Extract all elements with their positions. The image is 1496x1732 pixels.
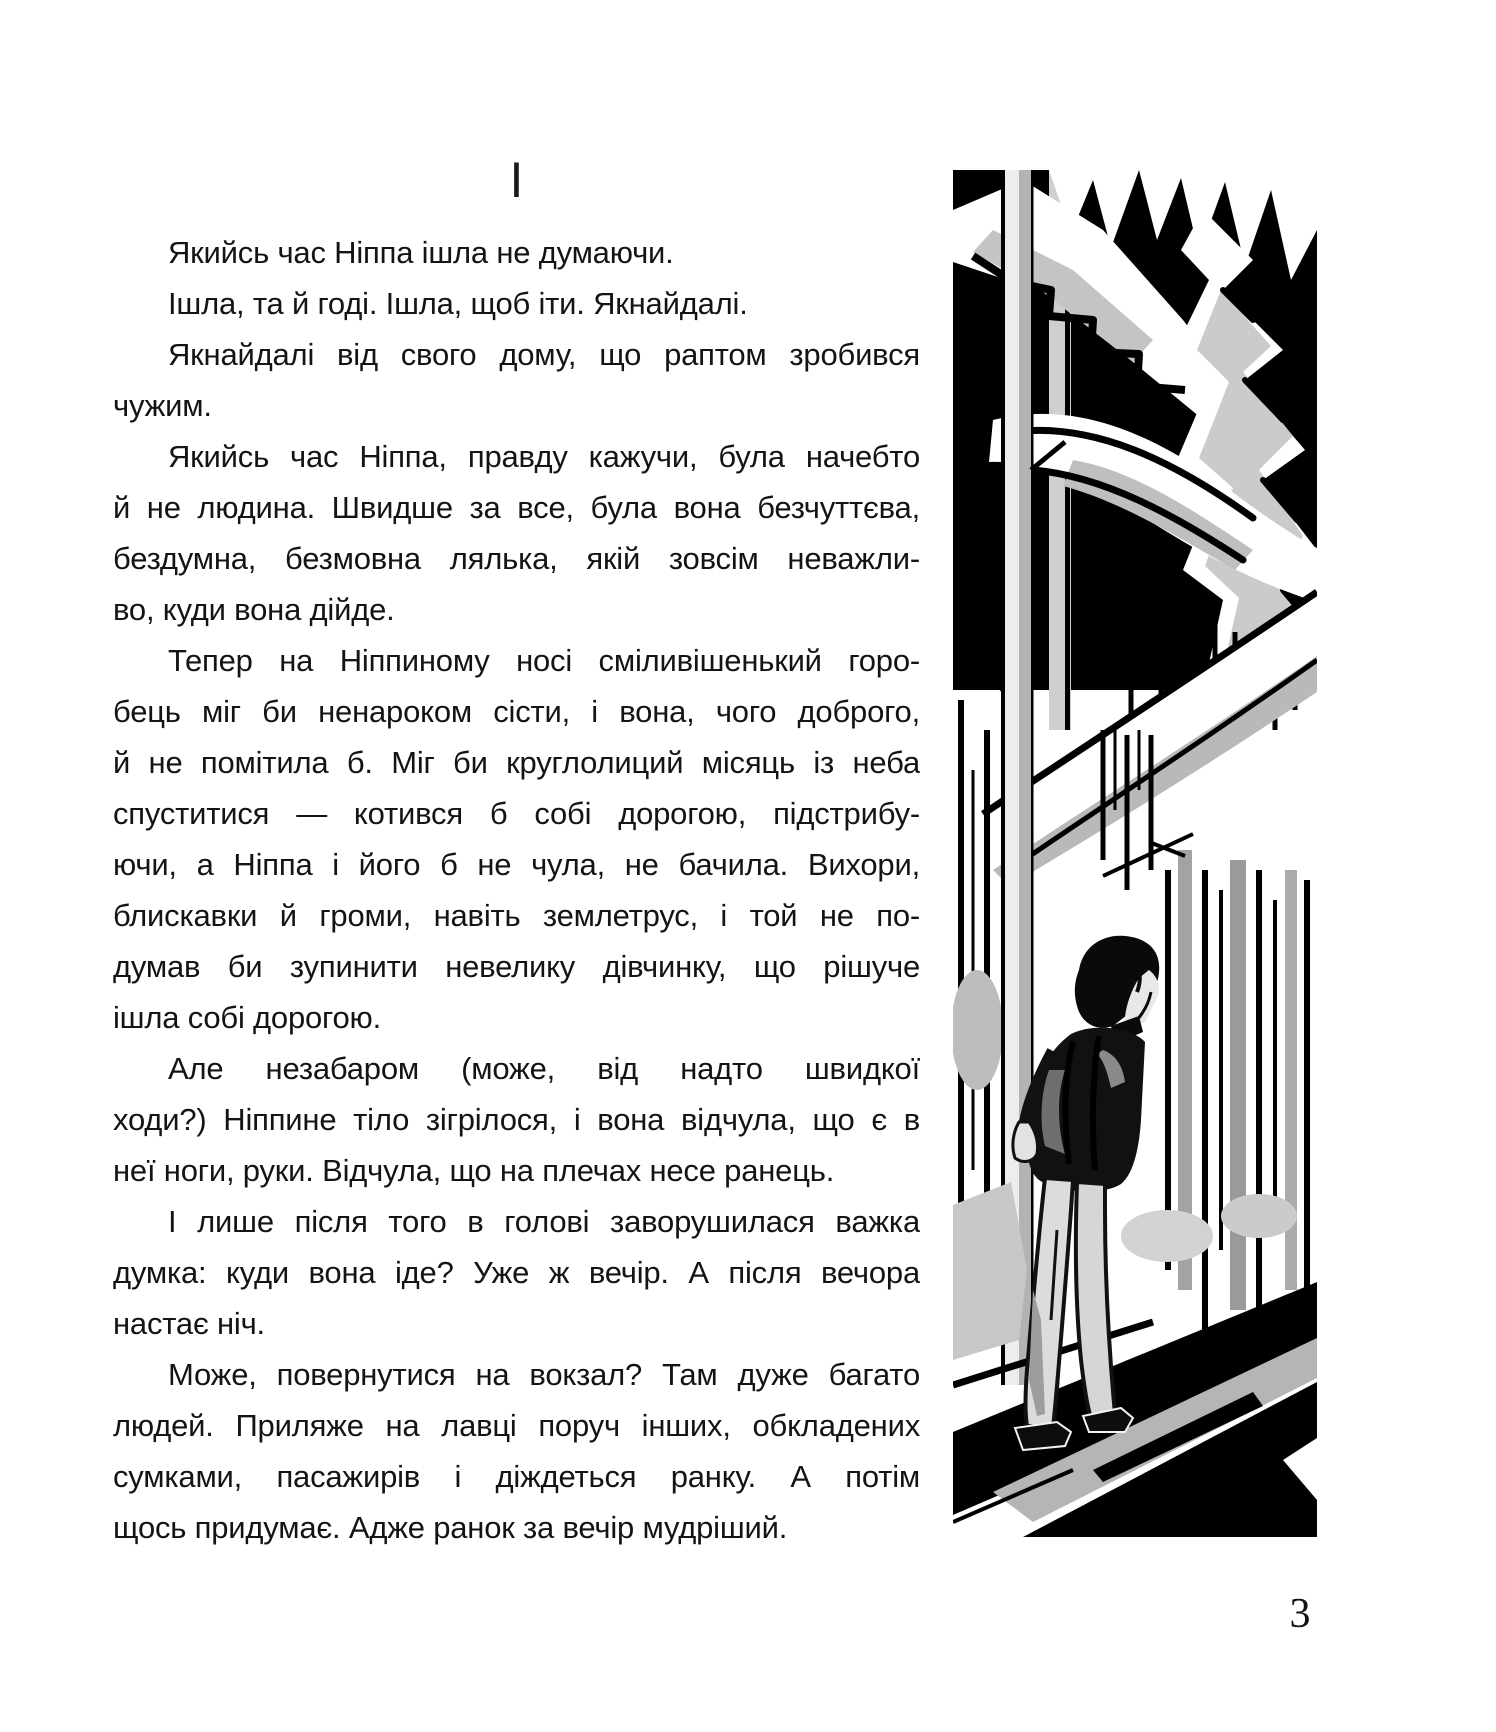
text-line: блискавки й громи, навіть землетрус, і той не по-	[113, 898, 920, 933]
text-line: Тепер на Ніппиному носі сміливішенький горо-	[168, 643, 920, 678]
text-line: неї ноги, руки. Відчула, що на плечах несе ранець.	[113, 1153, 835, 1188]
text-line: Якийсь час Ніппа, правду кажучи, була начебто	[168, 439, 920, 474]
text-line: й не помітила б. Міг би круглолиций місяць із неба	[113, 745, 920, 780]
text-line: бездумна, безмовна лялька, якій зовсім неважли-	[113, 541, 920, 576]
text-column	[113, 227, 920, 1553]
text-line: бець міг би ненароком сісти, і вона, чого доброго,	[113, 694, 920, 729]
text-line: ходи?) Ніппине тіло зігрілося, і вона відчула, що є в	[113, 1102, 920, 1137]
text-line: людей. Приляже на лавці поруч інших, обкладених	[113, 1408, 920, 1443]
text-line: щось придумає. Адже ранок за вечір мудріший.	[113, 1510, 788, 1545]
text-line: сумками, пасажирів і діждеться ранку. А потім	[113, 1459, 920, 1494]
text-line: Але незабаром (може, від надто швидкої	[168, 1051, 920, 1086]
text-line: думав би зупинити невелику дівчинку, що рішуче	[113, 949, 920, 984]
text-line: во, куди вона дійде.	[113, 592, 395, 627]
forest-illustration	[953, 170, 1317, 1537]
text-line: Якнайдалі від свого дому, що раптом зробився	[168, 337, 920, 372]
chapter-heading: I	[509, 152, 524, 208]
text-line: І лише після того в голові заворушилася важка	[168, 1204, 920, 1239]
snowy-forest-drawing	[953, 170, 1317, 1537]
text-line: чужим.	[113, 388, 212, 423]
text-line: спуститися — котився б собі дорогою, підстрибу-	[113, 796, 920, 831]
text-line: й не людина. Швидше за все, була вона безчуттєва,	[113, 490, 920, 525]
text-line: Ішла, та й годі. Ішла, щоб іти. Якнайдалі.	[168, 286, 748, 321]
text-line: думка: куди вона іде? Уже ж вечір. А після вечора	[113, 1255, 920, 1290]
text-line: ючи, а Ніппа і його б не чула, не бачила. Вихори,	[113, 847, 920, 882]
text-line: настає ніч.	[113, 1306, 265, 1341]
page-number: 3	[1289, 1591, 1311, 1637]
text-line: Може, повернутися на вокзал? Там дуже багато	[168, 1357, 920, 1392]
text-line: ішла собі дорогою.	[113, 1000, 381, 1035]
text-line: Якийсь час Ніппа ішла не думаючи.	[168, 235, 674, 270]
